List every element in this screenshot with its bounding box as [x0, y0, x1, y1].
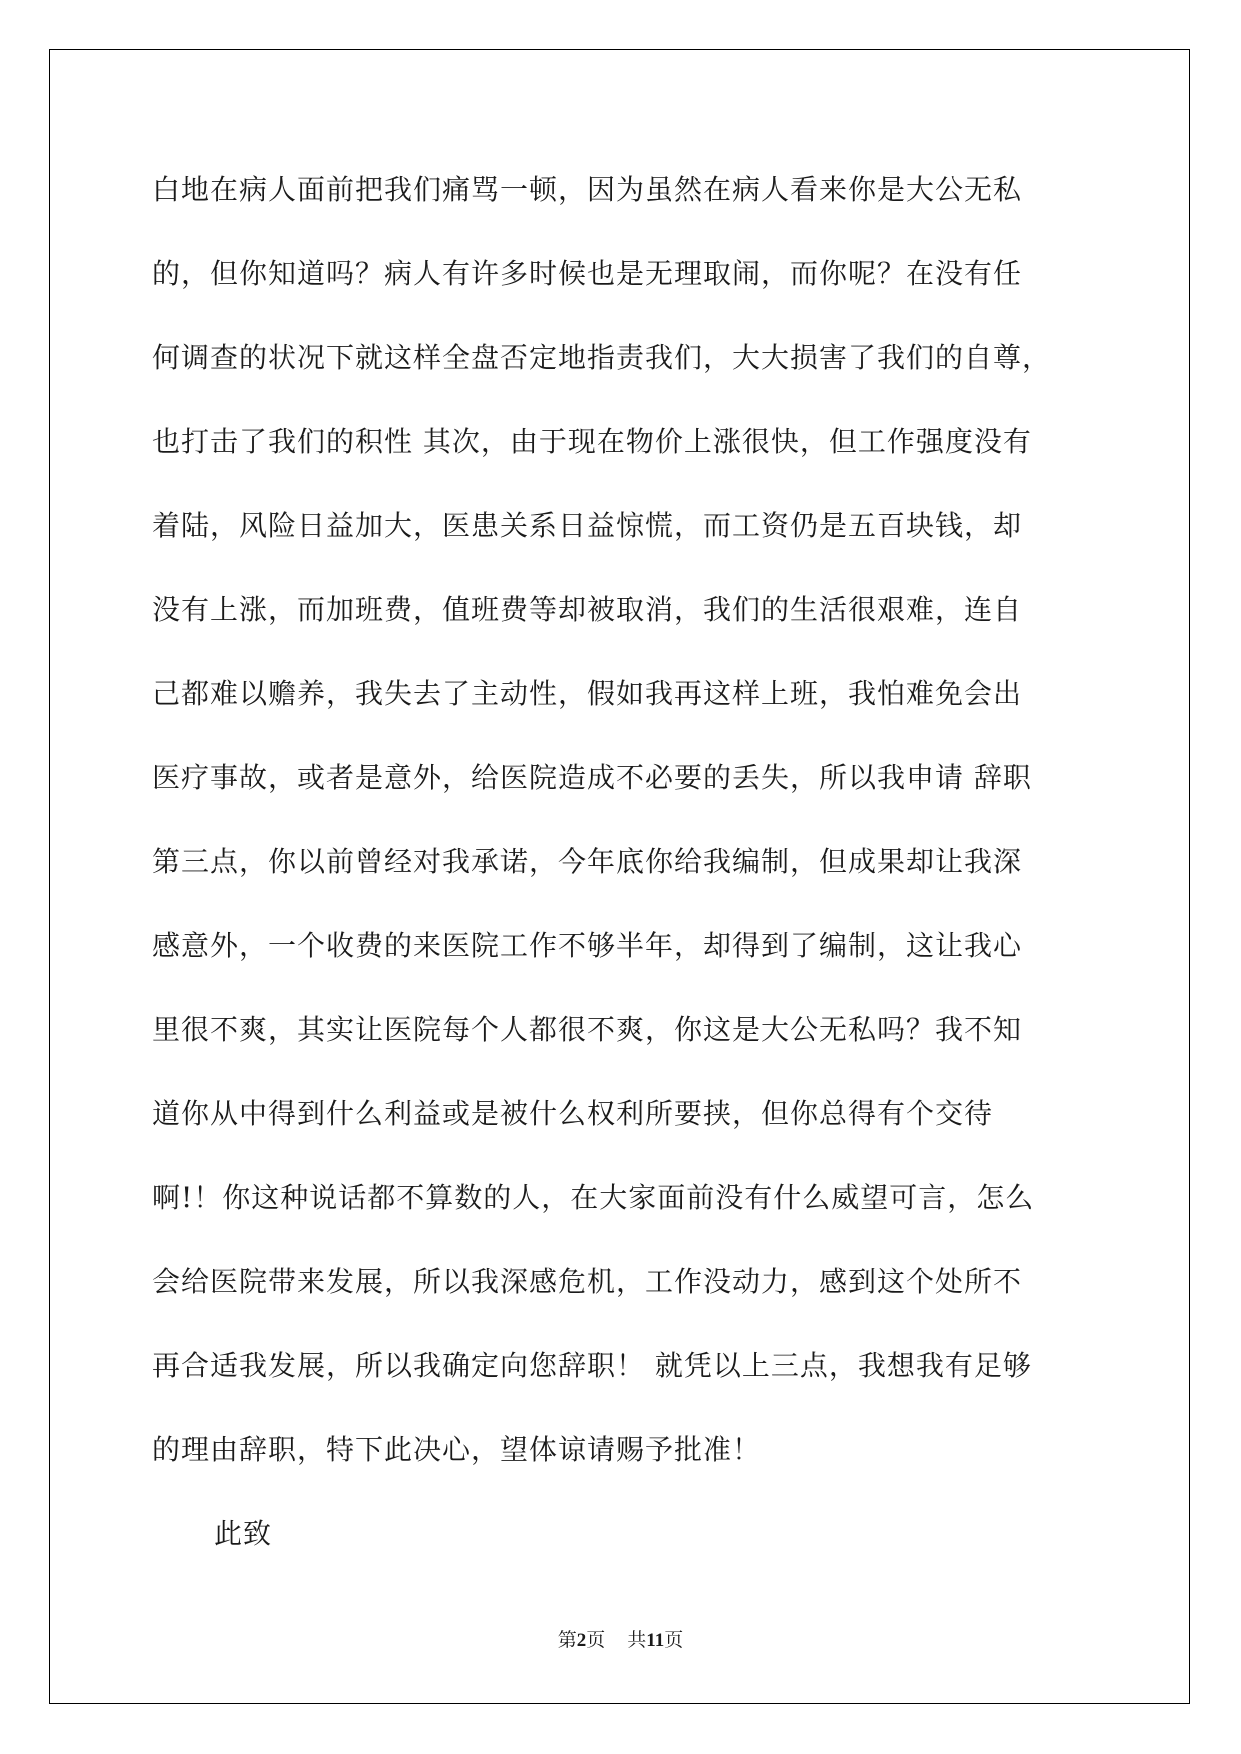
body-line-2: 的，但你知道吗？病人有许多时候也是无理取闹，而你呢？在没有任 [152, 257, 1023, 290]
body-line-15: 再合适我发展，所以我确定向您辞职！ 就凭以上三点，我想我有足够 [152, 1349, 1032, 1382]
body-line-16: 的理由辞职，特下此决心，望体谅请赐予批准！ [152, 1433, 762, 1466]
page-footer [0, 1628, 1241, 1653]
body-line-5: 着陆，风险日益加大，医患关系日益惊慌，而工资仍是五百块钱，却 [152, 509, 1023, 542]
body-line-12: 道你从中得到什么利益或是被什么权利所要挟，但你总得有个交待 [152, 1097, 994, 1130]
footer-total-prefix: 共 [627, 1629, 647, 1651]
footer-page-prefix: 第 [557, 1629, 577, 1651]
body-line-4: 也打击了我们的积性 其次，由于现在物价上涨很快，但工作强度没有 [152, 425, 1032, 458]
footer-page-number: 2 [576, 1630, 587, 1651]
body-line-14: 会给医院带来发展，所以我深感危机，工作没动力，感到这个处所不 [152, 1265, 1023, 1298]
body-line-13: 啊!！你这种说话都不算数的人，在大家面前没有什么威望可言，怎么 [152, 1181, 1035, 1214]
body-line-11: 里很不爽，其实让医院每个人都很不爽，你这是大公无私吗？我不知 [152, 1013, 1023, 1046]
footer-page-suffix: 页 [586, 1629, 606, 1651]
body-line-10: 感意外，一个收费的来医院工作不够半年，却得到了编制，这让我心 [152, 929, 1023, 962]
body-line-9: 第三点，你以前曾经对我承诺，今年底你给我编制，但成果却让我深 [152, 845, 1023, 878]
body-line-1: 白地在病人面前把我们痛骂一顿，因为虽然在病人看来你是大公无私 [152, 173, 1023, 206]
footer-total-pages: 11 [646, 1630, 665, 1651]
footer-total-suffix: 页 [664, 1629, 684, 1651]
body-line-3: 何调查的状况下就这样全盘否定地指责我们，大大损害了我们的自尊， [152, 341, 1052, 374]
body-line-7: 己都难以赡养，我失去了主动性，假如我再这样上班，我怕难免会出 [152, 677, 1023, 710]
body-line-6: 没有上涨，而加班费，值班费等却被取消，我们的生活很艰难，连自 [152, 593, 1023, 626]
closing-salutation: 此致 [214, 1517, 273, 1550]
body-line-8: 医疗事故，或者是意外，给医院造成不必要的丢失，所以我申请 辞职 [152, 761, 1032, 794]
